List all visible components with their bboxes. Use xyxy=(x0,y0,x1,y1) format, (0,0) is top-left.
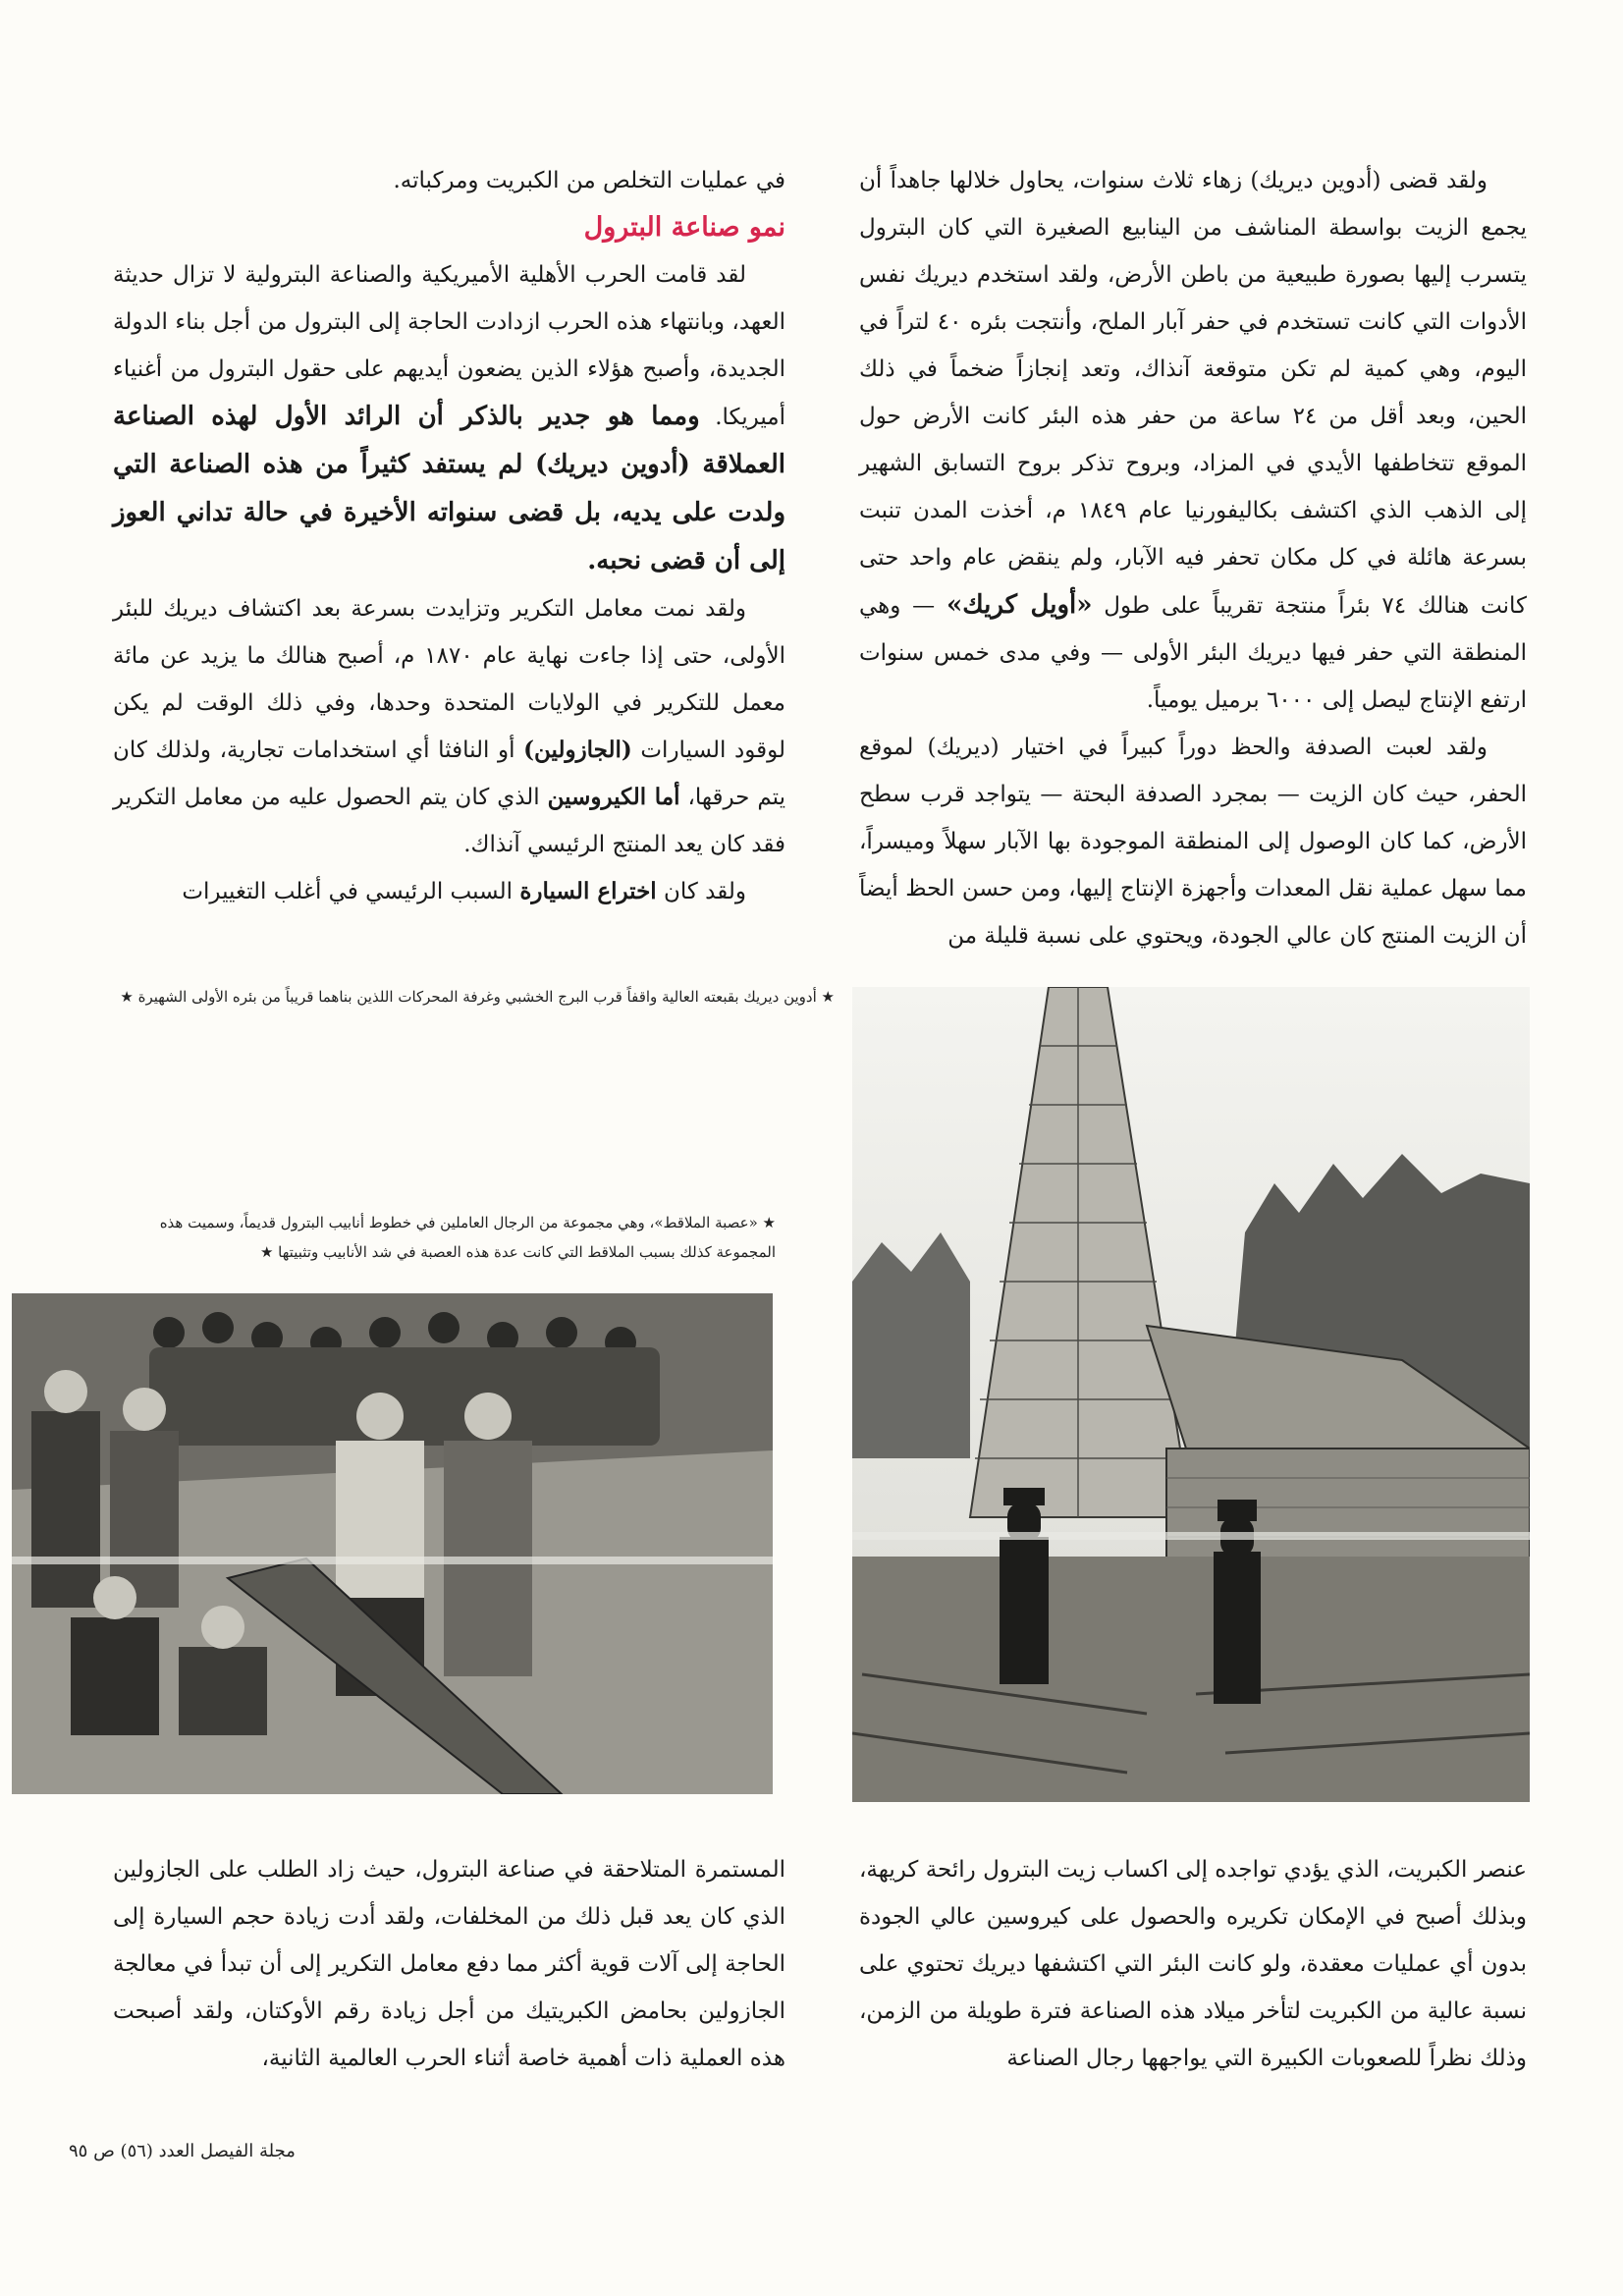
derrick-photo xyxy=(852,987,1530,1802)
left-column-bottom xyxy=(113,1846,785,2082)
paragraph: ولقد لعبت الصدفة والحظ دوراً كبيراً في اختيار (ديريك) لموقع الحفر، حيث كان الزيت — بمجرد الصدفة البحتة — يتواجد قرب سطح الأرض، كما كان الوصول إلى المنطقة الموجودة بها الآبار سهلاً وميسراً، مما سهل عملية نقل المعدات وأجهزة الإنتاج إليها، ومن حسن الحظ أيضاً أن الزيت المنتج كان عالي الجودة، ويحتوي على نسبة قليلة من xyxy=(859,735,1527,949)
emphasis-text: ومما هو جدير بالذكر أن الرائد الأول لهذه الصناعة العملاقة (أدوين ديريك) لم يستفد كثيراً من هذه الصناعة التي ولدت على يديه، بل قضى سنواته الأخيرة في حالة تداني العوز إلى أن قضى نحبه. xyxy=(113,402,785,575)
derrick-illustration xyxy=(852,987,1530,1802)
oil-creek-bold: «أويل كريك» xyxy=(946,590,1093,620)
paragraph: ولقد نمت معامل التكرير وتزايدت بسرعة بعد اكتشاف ديريك للبئر الأولى، حتى إذا جاءت نهاية عام ١٨٧٠ م، أصبح هنالك ما يزيد عن مائة معمل للتكرير في الولايات المتحدة وحدها، وفي ذلك الوقت لم يكن لوقود السيارات (الجازولين) أو النافثا أي استخدامات تجارية، ولذلك كان يتم حرقها، أما الكيروسين الذي كان يتم الحصول عليه من معامل التكرير فقد كان يعد المنتج الرئيسي آنذاك. xyxy=(113,596,786,857)
caption-workers: ★ «عصبة الملاقط»، وهي مجموعة من الرجال العاملين في خطوط أنابيب البترول قديماً، وسميت هذه المجموعة كذلك بسبب الملاقط التي كانت عدة هذه العصبة في شد الأنابيب وتثبيتها ★ xyxy=(159,1214,776,1261)
workers-illustration xyxy=(12,1293,773,1794)
right-column-top xyxy=(859,157,1527,959)
paragraph: ولقد قضى (أدوين ديريك) زهاء ثلاث سنوات، يحاول خلالها جاهداً أن يجمع الزيت بواسطة المناشف من الينابيع الصغيرة التي كان البترول يتسرب إليها بصورة طبيعية من باطن الأرض، ولقد استخدم ديريك نفس الأدوات التي كانت تستخدم في حفر آبار الملح، وأنتجت بئره ٤٠ لتراً في اليوم، وهي كمية لم تكن متوقعة آنذاك، وتعد إنجازاً ضخماً في ذلك الحين، وبعد أقل من ٢٤ ساعة من حفر هذه البئر كانت الأرض حول الموقع تتخاطفها الأيدي في المزاد، وبروح تذكر بروح التسابق الشهير إلى الذهب الذي اكتشف بكاليفورنيا عام ١٨٤٩ م، أخذت المدن تنبت بسرعة هائلة في كل مكان تحفر فيه الآبار، ولم ينقض عام واحد حتى كانت هنالك ٧٤ بئراً منتجة تقريباً على طول «أويل كريك» — وهي المنطقة التي حفر فيها ديريك البئر الأولى — وفي مدى خمس سنوات ارتفع الإنتاج ليصل إلى ٦٠٠٠ برميل يومياً. xyxy=(859,168,1528,713)
paragraph: لقد قامت الحرب الأهلية الأميريكية والصناعة البترولية لا تزال حديثة العهد، وبانتهاء هذه الحرب ازدادت الحاجة إلى البترول من أجل بناء الدولة الجديدة، وأصبح هؤلاء الذين يضعون أيديهم على حقول البترول من أغنياء أميريكا. ومما هو جدير بالذكر أن الرائد الأول لهذه الصناعة العملاقة (أدوين ديريك) لم يستفد كثيراً من هذه الصناعة التي ولدت على يديه، بل قضى سنواته الأخيرة في حالة تداني العوز إلى أن قضى نحبه. xyxy=(113,262,785,575)
paragraph-continuation: عنصر الكبريت، الذي يؤدي تواجده إلى اكساب زيت البترول رائحة كريهة، وبذلك أصبح في الإمكان تكريره والحصول على كيروسين عالي الجودة بدون أي عمليات معقدة، ولو كانت البئر التي اكتشفها ديريك تحتوي على نسبة عالية من الكبريت لتأخر ميلاد هذه الصناعة فترة طويلة من الزمن، وذلك نظراً للصعوبات الكبيرة التي يواجهها رجال الصناعة xyxy=(858,1857,1527,2071)
page-footer: مجلة الفيصل العدد (٥٦) ص ٩٥ xyxy=(69,2141,296,2161)
right-column-bottom xyxy=(859,1846,1527,2082)
paragraph: ولقد كان اختراع السيارة السبب الرئيسي في أغلب التغييرات xyxy=(182,878,746,904)
paragraph-continuation: المستمرة المتلاحقة في صناعة البترول، حيث زاد الطلب على الجازولين الذي كان يعد قبل ذلك من المخلفات، ولقد أدت زيادة حجم السيارة إلى الحاجة إلى آلات قوية أكثر مما دفع معامل التكرير إلى أن تبدأ في معالجة الجازولين بحامض الكبريتيك من أجل زيادة رقم الأوكتان، ولقد أصبحت هذه العملية ذات أهمية خاصة أثناء الحرب العالمية الثانية، xyxy=(113,1857,785,2071)
paragraph-continuation: في عمليات التخلص من الكبريت ومركباته. xyxy=(393,168,785,193)
section-heading: نمو صناعة البترول xyxy=(583,212,785,243)
left-column-top xyxy=(113,157,785,915)
workers-photo xyxy=(12,1293,773,1794)
caption-derrick: ★ أدوين ديريك بقبعته العالية واقفاً قرب البرج الخشبي وغرفة المحركات اللذين بناهما قريباً من بئره الأولى الشهيرة ★ xyxy=(120,988,835,1006)
